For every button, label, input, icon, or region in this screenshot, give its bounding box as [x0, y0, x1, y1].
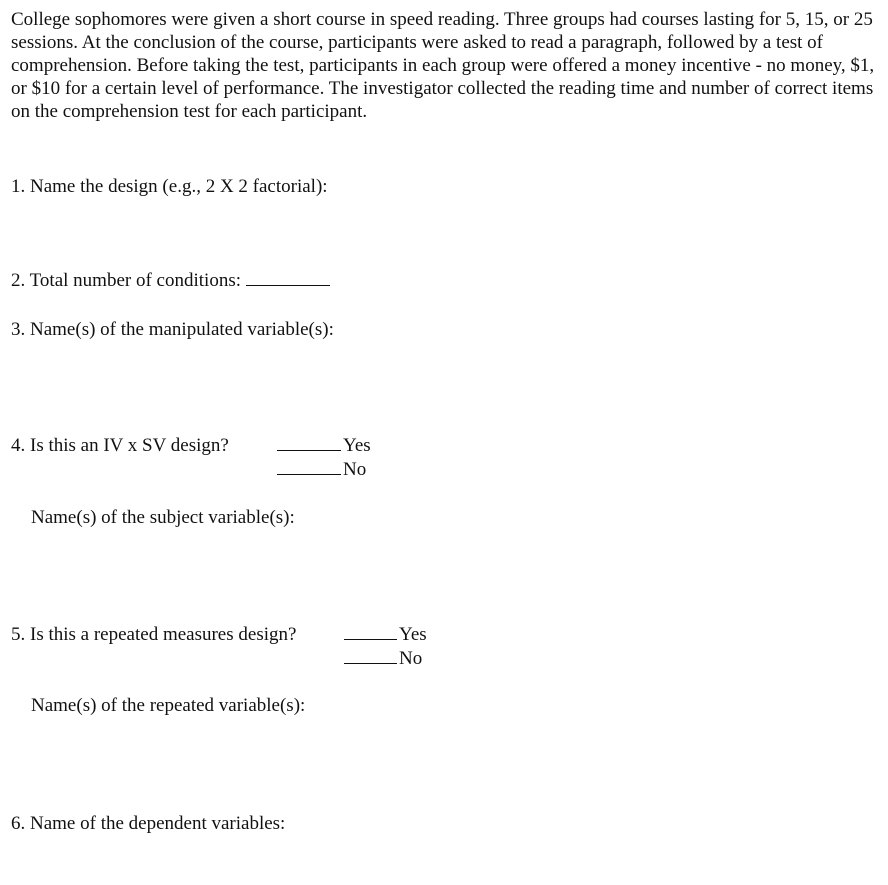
question-1 — [11, 175, 328, 198]
question-4 — [11, 434, 229, 457]
q5-no-blank[interactable] — [344, 647, 397, 664]
question-2-text: 2. Total number of conditions: — [11, 270, 241, 291]
problem-description: College sophomores were given a short course in speed reading. Three groups had courses lasting for 5, 15, or 25 sessions. At the conclusion of the course, participants were asked to read a paragraph, followed by a test of comprehension. Before taking the test, participants in each group were offered a money incentive - no money, $1, or $10 for a certain level of performance. The investigator collected the reading time and number of correct items on the comprehension test for each participant. — [11, 9, 875, 122]
q4-no-blank[interactable] — [277, 458, 341, 475]
question-4-subject-variables — [31, 506, 295, 529]
question-6 — [11, 812, 285, 835]
question-5 — [11, 623, 296, 646]
question-4-text: 4. Is this an IV x SV design? — [11, 435, 229, 456]
q5-option-no[interactable] — [344, 647, 422, 670]
question-5-sub-text: Name(s) of the repeated variable(s): — [31, 695, 306, 716]
q5-option-yes[interactable] — [344, 623, 427, 646]
question-5-text: 5. Is this a repeated measures design? — [11, 624, 297, 645]
q4-yes-label: Yes — [343, 435, 371, 456]
question-3-text: 3. Name(s) of the manipulated variable(s): — [11, 319, 334, 340]
q4-no-label: No — [343, 459, 367, 480]
conditions-answer-blank[interactable] — [246, 269, 330, 286]
q4-option-no[interactable] — [277, 458, 366, 481]
q4-yes-blank[interactable] — [277, 434, 341, 451]
q5-no-label: No — [399, 648, 423, 669]
question-5-repeated-variables — [31, 694, 305, 717]
question-6-text: 6. Name of the dependent variables: — [11, 813, 286, 834]
q5-yes-label: Yes — [399, 624, 427, 645]
question-4-sub-text: Name(s) of the subject variable(s): — [31, 507, 295, 528]
q5-yes-blank[interactable] — [344, 623, 397, 640]
q4-option-yes[interactable] — [277, 434, 371, 457]
question-3 — [11, 318, 334, 341]
question-1-text: 1. Name the design (e.g., 2 X 2 factorial): — [11, 176, 328, 197]
question-2 — [11, 269, 330, 292]
